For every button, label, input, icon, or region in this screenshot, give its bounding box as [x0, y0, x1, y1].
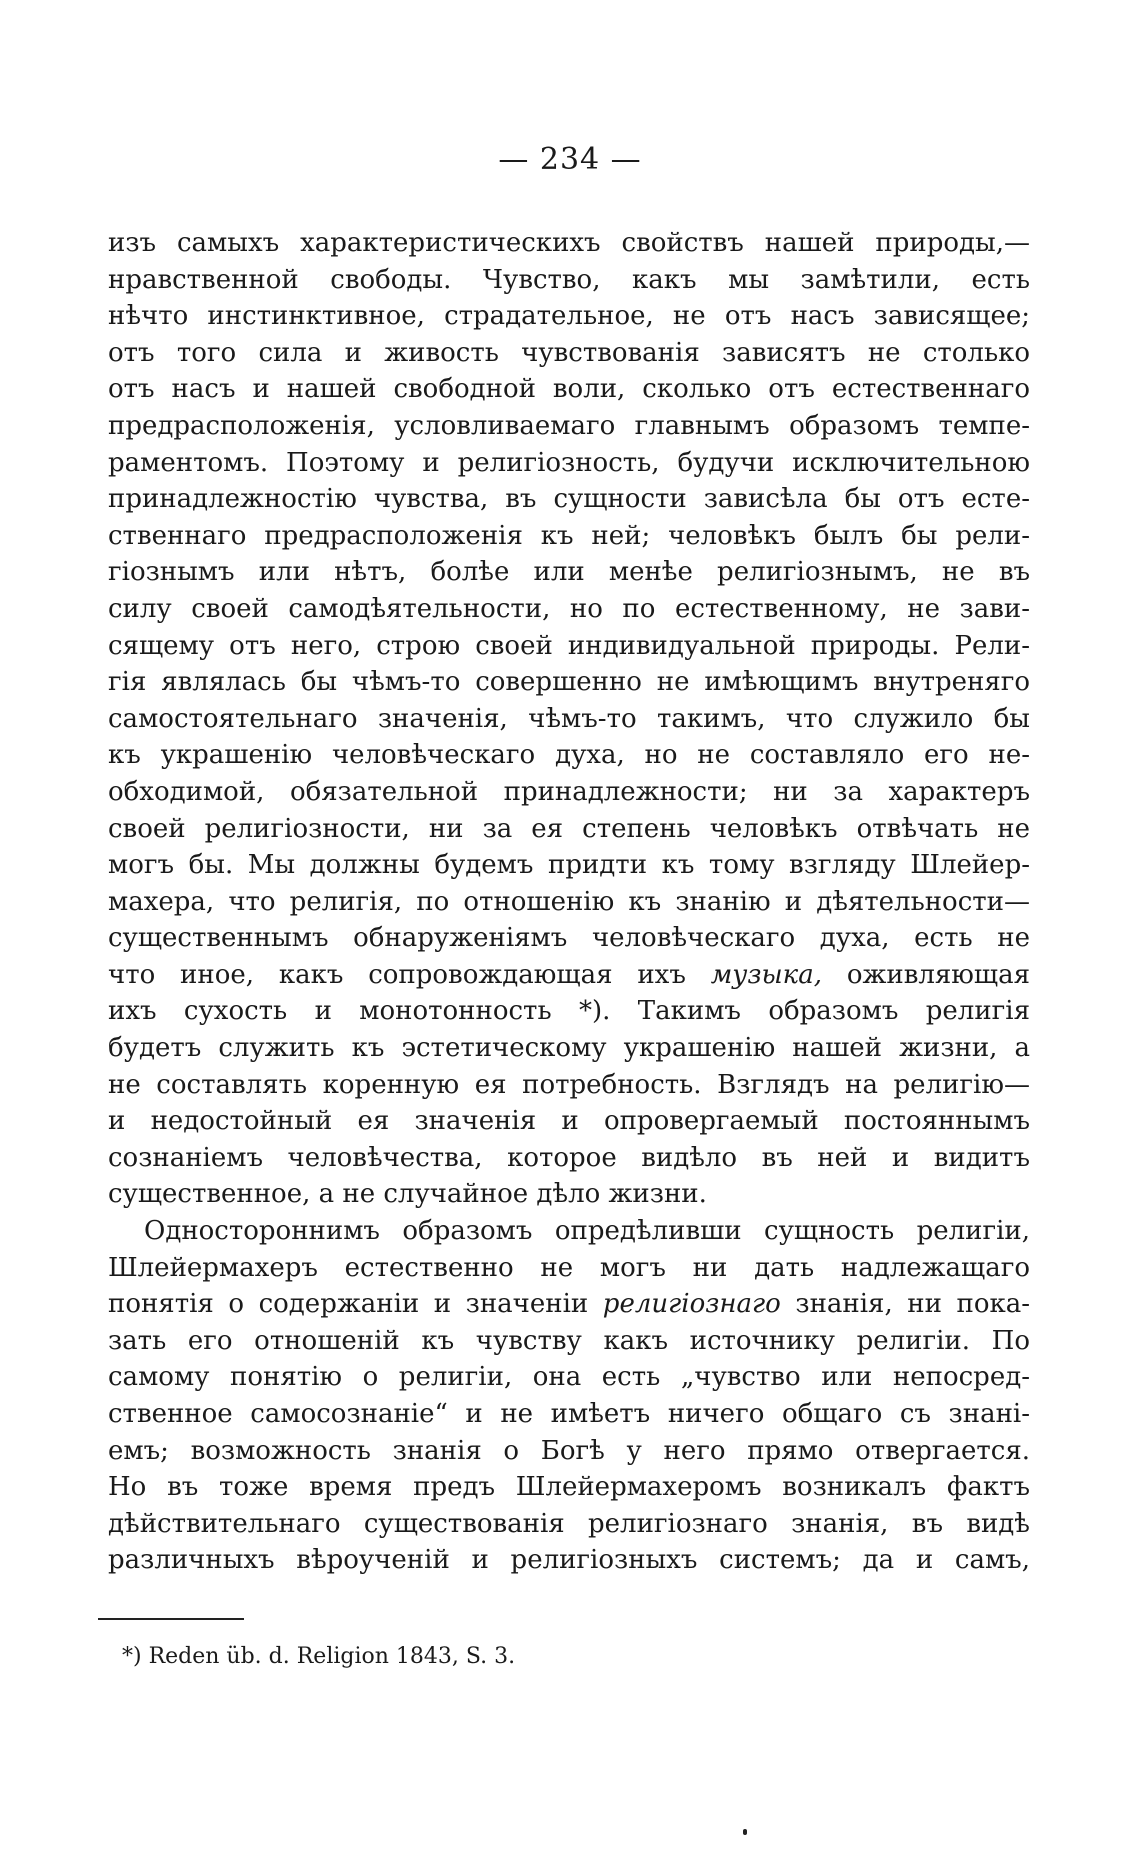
line-text: предрасположенія, условливаемаго главнымъ образомъ темпе-	[108, 410, 1030, 441]
text-line	[108, 225, 1030, 262]
text-line	[108, 1067, 1030, 1104]
text-line	[108, 920, 1030, 957]
line-text: существенное, а не случайное дѣло жизни.	[108, 1179, 707, 1210]
line-text: Но въ тоже время предъ Шлейермахеромъ возникалъ фактъ	[108, 1472, 1030, 1503]
text-line	[108, 518, 1030, 555]
paragraph	[108, 1213, 1030, 1579]
line-text: сознаніемъ человѣчества, которое видѣло въ ней и видитъ	[108, 1142, 1030, 1173]
line-text: отъ того сила и живость чувствованія зависятъ не столько	[108, 337, 1030, 368]
text-line	[108, 1103, 1030, 1140]
line-text: знанія, ни пока-	[780, 1289, 1031, 1320]
line-text: ственное самосознаніе“ и не имѣетъ ничего общаго съ знані-	[108, 1399, 1030, 1429]
text-line	[108, 1359, 1030, 1396]
line-text: не составлять коренную ея потребность. Взглядъ на религію—	[108, 1069, 1030, 1100]
text-line	[108, 628, 1030, 665]
text-line	[108, 884, 1030, 921]
line-text: своей религіозности, ни за ея степень человѣкъ отвѣчать не	[108, 813, 1030, 844]
emphasized-word: музыка,	[710, 959, 822, 990]
text-line	[108, 993, 1030, 1030]
line-text: самому понятію о религіи, она есть „чувство или непосред-	[108, 1362, 1030, 1393]
text-line	[108, 701, 1030, 738]
line-text: нравственной свободы. Чувство, какъ мы замѣтили, есть	[108, 264, 1030, 295]
line-text: оживляющая	[821, 959, 1030, 990]
text-line	[108, 481, 1030, 518]
text-line	[108, 1213, 1030, 1250]
emphasized-word: религіознаго	[602, 1289, 781, 1320]
text-line	[108, 262, 1030, 299]
line-text: сящему отъ него, строю своей индивидуальной природы. Рели-	[108, 630, 1030, 661]
body-text	[108, 225, 1030, 1579]
text-line	[108, 737, 1030, 774]
page-number: — 234 —	[498, 142, 642, 177]
text-line	[108, 1250, 1030, 1287]
text-line	[108, 554, 1030, 591]
text-line	[108, 1286, 1030, 1323]
line-text: могъ бы. Мы должны будемъ придти къ тому взгляду Шлейер-	[108, 850, 1030, 881]
line-text: будетъ служить къ эстетическому украшенію нашей жизни, а	[108, 1033, 1030, 1064]
line-text: существеннымъ обнаруженіямъ человѣческаго духа, есть не	[108, 923, 1030, 954]
line-text: отъ насъ и нашей свободной воли, сколько отъ естественнаго	[108, 374, 1030, 405]
line-text: зать его отношеній къ чувству какъ источнику религіи. По	[108, 1325, 1030, 1356]
line-text: къ украшенію человѣческаго духа, но не составляло его не-	[108, 740, 1030, 771]
text-line	[108, 664, 1030, 701]
line-text: принадлежностію чувства, въ сущности зависѣла бы отъ есте-	[108, 484, 1030, 515]
line-text: раментомъ. Поэтому и религіозность, будучи исключительною	[108, 447, 1030, 478]
footnote-divider	[98, 1618, 244, 1620]
text-line	[108, 1542, 1030, 1579]
text-line	[108, 335, 1030, 372]
paragraph	[108, 225, 1030, 1213]
line-text: понятія о содержаніи и значеніи	[108, 1289, 603, 1320]
text-line	[108, 847, 1030, 884]
line-text: что иное, какъ сопровождающая ихъ	[108, 959, 711, 990]
text-line	[108, 1140, 1030, 1177]
text-line	[108, 1469, 1030, 1506]
text-line	[108, 811, 1030, 848]
line-text: нѣчто инстинктивное, страдательное, не отъ насъ зависящее;	[108, 301, 1030, 332]
line-text: ственнаго предрасположенія къ ней; человѣкъ былъ бы рели-	[108, 520, 1030, 551]
text-line	[108, 957, 1030, 994]
text-line	[108, 371, 1030, 408]
line-text: Одностороннимъ образомъ опредѣливши сущность религіи,	[144, 1216, 1030, 1247]
text-line	[108, 591, 1030, 628]
line-text: дѣйствительнаго существованія религіознаго знанія, въ видѣ	[108, 1508, 1030, 1539]
text-line	[108, 1323, 1030, 1360]
footnote: *) Reden üb. d. Religion 1843, S. 3.	[122, 1644, 516, 1669]
line-text: гіознымъ или нѣтъ, болѣе или менѣе религіознымъ, не въ	[108, 557, 1030, 588]
text-line	[108, 408, 1030, 445]
line-text: Шлейермахеръ естественно не могъ ни дать надлежащаго	[108, 1252, 1030, 1283]
text-line	[108, 1506, 1030, 1543]
line-text: гія являлась бы чѣмъ-то совершенно не имѣющимъ внутреняго	[108, 667, 1030, 698]
line-text: обходимой, обязательной принадлежности; ни за характеръ	[108, 776, 1030, 807]
line-text: различныхъ вѣроученій и религіозныхъ системъ; да и самъ,	[108, 1545, 1030, 1576]
text-line	[108, 298, 1030, 335]
line-text: ихъ сухость и монотонность *). Такимъ образомъ религія	[108, 996, 1030, 1027]
text-line	[108, 1176, 1030, 1213]
line-text: махера, что религія, по отношенію къ знанію и дѣятельности—	[108, 886, 1030, 917]
text-line	[108, 774, 1030, 811]
line-text: изъ самыхъ характеристическихъ свойствъ нашей природы,—	[108, 228, 1030, 258]
text-line	[108, 1396, 1030, 1433]
text-line	[108, 1433, 1030, 1470]
line-text: самостоятельнаго значенія, чѣмъ-то такимъ, что служило бы	[108, 703, 1030, 734]
ink-speck	[743, 1829, 747, 1835]
text-line	[108, 1030, 1030, 1067]
line-text: емъ; возможность знанія о Богѣ у него прямо отвергается.	[108, 1435, 1030, 1466]
text-line	[108, 445, 1030, 482]
line-text: силу своей самодѣятельности, но по естественному, не зави-	[108, 593, 1030, 624]
line-text: и недостойный ея значенія и опровергаемый постояннымъ	[108, 1106, 1030, 1137]
